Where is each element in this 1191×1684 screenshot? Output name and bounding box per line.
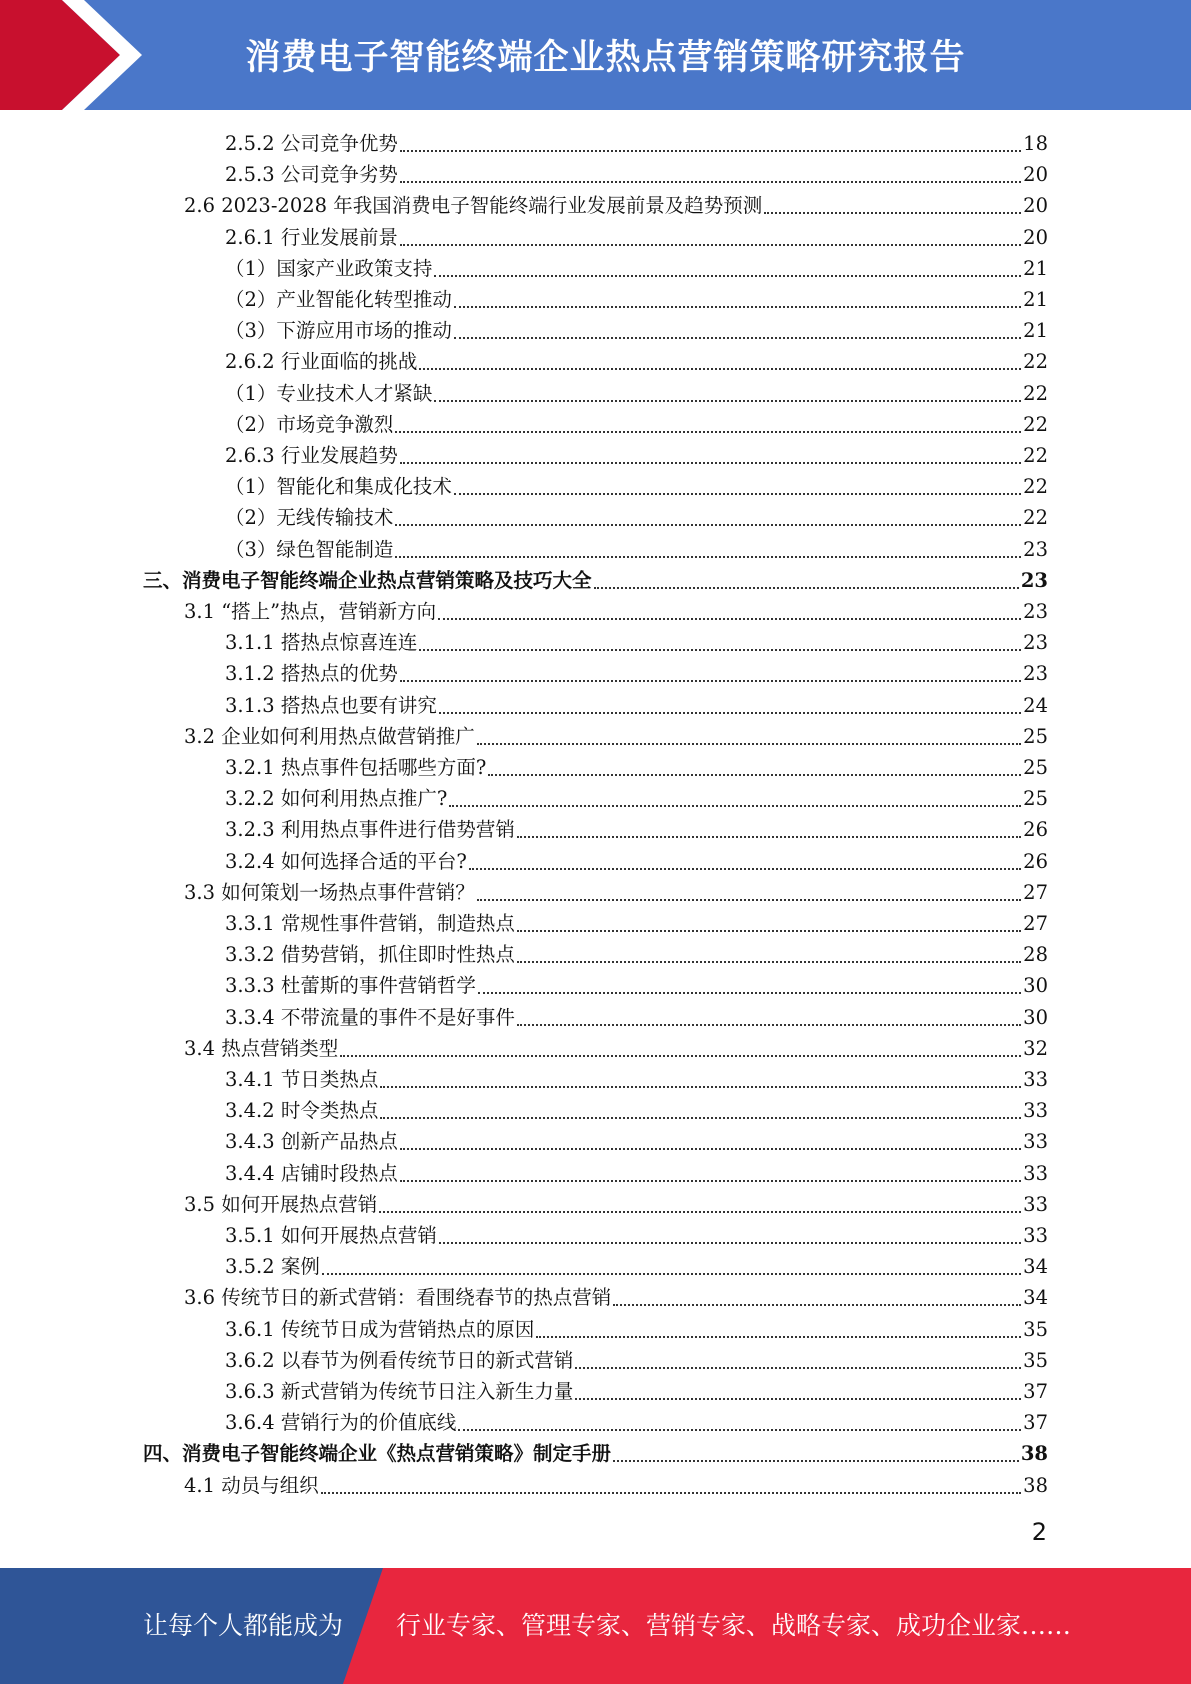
toc-leader-dots (400, 649, 1021, 682)
toc-entry-page: 34 (1023, 1255, 1048, 1279)
toc-entry-label: 2.6.3 行业发展趋势 (225, 444, 398, 467)
toc-entry-label: 2.6.2 行业面临的挑战 (225, 350, 418, 374)
toc-leader-dots (321, 1461, 1021, 1494)
toc-leader-dots (419, 337, 1021, 370)
toc-entry-label: 3.5.2 案例 (225, 1255, 320, 1279)
toc-leader-dots (469, 837, 1021, 870)
toc-entry-label: 3.1.2 搭热点的优势 (225, 662, 398, 686)
toc-entry-page: 38 (1023, 1473, 1048, 1497)
toc-entry-label: 3.4.1 节日类热点 (225, 1068, 379, 1091)
toc-entry-label: 3.1 “搭上”热点，营销新方向 (184, 600, 437, 623)
toc-entry-label: 3.2.3 利用热点事件进行借势营销 (225, 818, 515, 842)
toc-leader-dots (454, 275, 1021, 308)
toc-entry-page: 33 (1023, 1161, 1048, 1185)
toc-entry-label: （2）市场竞争激烈 (225, 412, 394, 436)
toc-entry-page: 25 (1023, 724, 1048, 748)
toc-leader-dots (517, 805, 1021, 838)
toc-entry-label: 3.6.2 以春节为例看传统节日的新式营销 (225, 1348, 574, 1372)
toc-leader-dots (400, 1117, 1021, 1150)
toc-entry-label: （1）国家产业政策支持 (225, 256, 433, 280)
toc-leader-dots (478, 961, 1021, 994)
toc-entry-page: 26 (1023, 849, 1048, 873)
toc-entry-label: 3.1.1 搭热点惊喜连连 (225, 631, 418, 655)
toc-entry-page: 38 (1020, 1442, 1048, 1466)
toc-leader-dots (395, 493, 1021, 526)
toc-entry-label: 2.6 2023-2028 年我国消费电子智能终端行业发展前景及趋势预测 (184, 194, 763, 218)
page-footer (0, 1568, 1191, 1684)
toc-entry-page: 22 (1023, 381, 1048, 405)
toc-leader-dots (594, 556, 1019, 589)
toc-entry-page: 23 (1023, 631, 1048, 655)
toc-entry-label: 2.5.2 公司竞争优势 (225, 132, 398, 155)
toc-entry-page: 25 (1023, 756, 1048, 779)
toc-leader-dots (395, 525, 1021, 558)
toc-leader-dots (322, 1242, 1021, 1275)
toc-entry-label: 4.1 动员与组织 (184, 1473, 319, 1497)
toc-leader-dots (400, 1149, 1021, 1182)
toc-entry[interactable] (184, 1470, 1048, 1501)
toc-entry-page: 23 (1023, 537, 1048, 561)
toc-entry-label: 3.6.1 传统节日成为营销热点的原因 (225, 1317, 535, 1341)
toc-entry-page: 21 (1023, 288, 1048, 311)
toc-leader-dots (477, 712, 1021, 745)
toc-leader-dots (764, 181, 1021, 214)
toc-entry-label: 3.6.4 营销行为的价值底线 (225, 1411, 457, 1435)
toc-leader-dots (400, 431, 1021, 464)
toc-entry-page: 25 (1023, 787, 1048, 811)
toc-entry-label: 3.2.4 如何选择合适的平台? (225, 849, 467, 873)
toc-entry-label: 3.4.3 创新产品热点 (225, 1130, 398, 1154)
toc-leader-dots (400, 150, 1021, 183)
toc-leader-dots (340, 1024, 1021, 1057)
toc-entry-label: 2.6.1 行业发展前景 (225, 225, 398, 249)
toc-entry-page: 22 (1023, 412, 1048, 436)
toc-entry-label: （3）绿色智能制造 (225, 537, 394, 561)
toc-leader-dots (477, 868, 1021, 901)
toc-leader-dots (380, 1055, 1021, 1088)
toc-entry-page: 21 (1023, 319, 1048, 343)
toc-entry-label: 3.4 热点营销类型 (184, 1036, 339, 1060)
toc-entry-label: 2.5.3 公司竞争劣势 (225, 163, 398, 187)
toc-entry-page: 24 (1023, 693, 1048, 717)
toc-entry-label: 3.6.3 新式营销为传统节日注入新生力量 (225, 1380, 574, 1403)
toc-entry-label: 3.3 如何策划一场热点事件营销？ (184, 880, 475, 904)
footer-slogan-right: 行业专家、管理专家、营销专家、战略专家、成功企业家…… (396, 1611, 1072, 1640)
toc-entry-page: 20 (1023, 163, 1048, 187)
toc-leader-dots (517, 993, 1021, 1026)
toc-leader-dots (458, 1398, 1021, 1431)
toc-entry-label: 3.1.3 搭热点也要有讲究 (225, 693, 437, 717)
toc-entry-label: 3.5.1 如何开展热点营销 (225, 1224, 437, 1247)
toc-entry-page: 22 (1023, 475, 1048, 499)
toc-entry-page: 28 (1023, 943, 1048, 967)
toc-entry-page: 34 (1023, 1286, 1048, 1310)
toc-leader-dots (400, 119, 1021, 152)
toc-entry-label: 3.3.1 常规性事件营销，制造热点 (225, 912, 515, 935)
toc-leader-dots (517, 930, 1021, 963)
toc-entry-page: 23 (1020, 568, 1048, 592)
report-title: 消费电子智能终端企业热点营销策略研究报告 (245, 38, 966, 78)
toc-entry-label: （2）无线传输技术 (225, 506, 394, 530)
toc-entry-page: 30 (1023, 1005, 1048, 1029)
toc-entry-page: 18 (1023, 132, 1048, 155)
toc-entry-label: 3.3.3 杜蕾斯的事件营销哲学 (225, 974, 476, 998)
toc-entry-label: 3.2.1 热点事件包括哪些方面? (225, 756, 487, 779)
toc-entry-page: 20 (1023, 194, 1048, 218)
toc-entry-label: 3.3.2 借势营销，抓住即时性热点 (225, 943, 515, 967)
toc-entry-page: 33 (1023, 1192, 1048, 1216)
toc-leader-dots (434, 244, 1021, 277)
toc-entry-label: 3.4.4 店铺时段热点 (225, 1161, 398, 1185)
toc-entry-page: 37 (1023, 1411, 1048, 1435)
toc-leader-dots (613, 1429, 1019, 1462)
toc-entry-label: 三、消费电子智能终端企业热点营销策略及技巧大全 (143, 568, 592, 592)
toc-entry-page: 27 (1023, 880, 1048, 904)
toc-leader-dots (380, 1086, 1021, 1119)
toc-entry-page: 27 (1023, 912, 1048, 935)
toc-entry-page: 35 (1023, 1348, 1048, 1372)
toc-leader-dots (439, 1211, 1021, 1244)
toc-entry-label: （1）专业技术人才紧缺 (225, 381, 433, 405)
toc-entry-page: 35 (1023, 1317, 1048, 1341)
toc-leader-dots (419, 618, 1021, 651)
toc-leader-dots (575, 1336, 1021, 1369)
toc-entry-page: 21 (1023, 256, 1048, 280)
toc-entry-page: 22 (1023, 444, 1048, 467)
toc-leader-dots (575, 1367, 1021, 1400)
toc-entry-label: 3.6 传统节日的新式营销：看围绕春节的热点营销 (184, 1286, 612, 1310)
toc-entry-page: 20 (1023, 225, 1048, 249)
toc-entry-page: 23 (1023, 600, 1048, 623)
toc-entry-page: 26 (1023, 818, 1048, 842)
toc-leader-dots (400, 213, 1021, 246)
toc-leader-dots (517, 899, 1021, 932)
toc-leader-dots (438, 587, 1021, 620)
toc-leader-dots (439, 681, 1021, 714)
footer-slogan-left: 让每个人都能成为 (143, 1611, 344, 1640)
toc-entry-label: 3.3.4 不带流量的事件不是好事件 (225, 1005, 515, 1029)
toc-leader-dots (454, 306, 1021, 339)
toc-entry-page: 22 (1023, 350, 1048, 374)
toc-entry-label: （3）下游应用市场的推动 (225, 319, 452, 343)
toc-entry-label: 四、消费电子智能终端企业《热点营销策略》制定手册 (143, 1442, 612, 1466)
toc-leader-dots (536, 1305, 1021, 1338)
toc-leader-dots (449, 774, 1021, 807)
toc-entry-label: 3.2.2 如何利用热点推广? (225, 787, 448, 811)
toc-entry-label: （1）智能化和集成化技术 (225, 475, 452, 499)
toc-leader-dots (379, 1180, 1021, 1213)
toc-entry-page: 37 (1023, 1380, 1048, 1403)
toc-entry-page: 33 (1023, 1068, 1048, 1091)
toc-leader-dots (488, 743, 1021, 776)
toc-leader-dots (434, 369, 1021, 402)
toc-entry-page: 22 (1023, 506, 1048, 530)
toc-entry-page: 23 (1023, 662, 1048, 686)
page-header (0, 0, 1191, 110)
toc-entry-label: 3.5 如何开展热点营销 (184, 1192, 378, 1216)
toc-entry-label: 3.2 企业如何利用热点做营销推广 (184, 724, 475, 748)
toc-entry-label: （2）产业智能化转型推动 (225, 288, 452, 311)
toc-entry-page: 33 (1023, 1130, 1048, 1154)
toc-leader-dots (613, 1273, 1021, 1306)
toc-entry-page: 32 (1023, 1036, 1048, 1060)
page-number: 2 (1031, 1518, 1047, 1546)
toc-leader-dots (454, 462, 1021, 495)
toc-entry-page: 30 (1023, 974, 1048, 998)
toc-entry-page: 33 (1023, 1099, 1048, 1123)
toc-leader-dots (395, 400, 1021, 433)
toc-entry-label: 3.4.2 时令类热点 (225, 1099, 379, 1123)
toc-entry-page: 33 (1023, 1224, 1048, 1247)
